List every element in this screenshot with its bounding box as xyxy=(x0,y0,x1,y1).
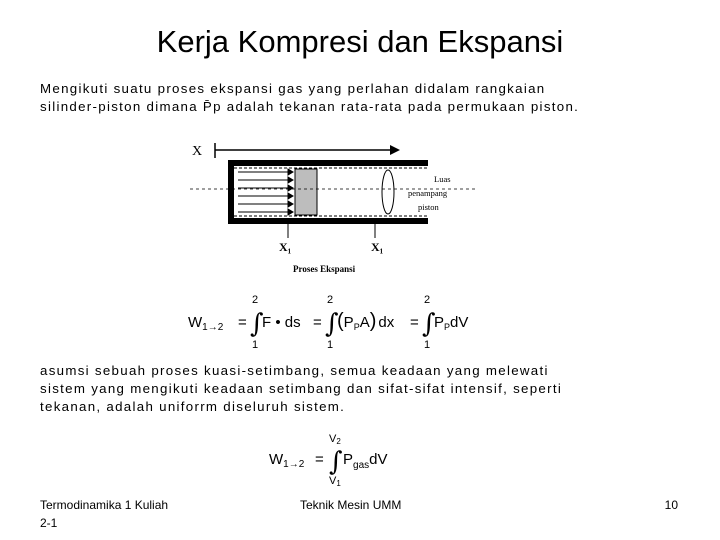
eq1-equals-3: = xyxy=(410,314,419,331)
eq2-equals: = xyxy=(315,451,324,468)
piston xyxy=(295,169,317,215)
cross-section-label-2: penampang xyxy=(408,188,448,198)
position-left-label: X₁ xyxy=(279,240,292,254)
footer-department: Teknik Mesin UMM xyxy=(300,498,402,512)
cylinder-piston-diagram xyxy=(180,138,490,278)
eq1-equals-2: = xyxy=(313,314,322,331)
integral-sign: ∫ xyxy=(325,309,339,339)
footer-course-line-1: Termodinamika 1 Kuliah xyxy=(40,498,169,512)
cylinder-head xyxy=(228,160,234,224)
eq2-integrand: $P_{gas}dV$ xyxy=(343,451,388,471)
cylinder-wall-top xyxy=(228,160,428,166)
position-right-label: X₁ xyxy=(371,240,384,254)
intro-line-1: Mengikuti suatu proses ekspansi gas yang perlahan didalam rangkaian xyxy=(40,81,546,96)
piston-cross-section xyxy=(382,170,394,214)
cylinder-wall-bottom xyxy=(228,218,428,224)
work-volume-integral-equation xyxy=(265,428,425,490)
assumption-line-3: tekanan, adalah uniforrm diseluruh sistem. xyxy=(40,399,346,414)
eq2-lower-limit: V1 xyxy=(329,475,341,488)
integral-sign: ∫ xyxy=(422,309,436,339)
footer-course-line-2: 2-1 xyxy=(40,516,58,530)
cross-section-label-1: Luas xyxy=(434,174,451,184)
eq1-equals-1: = xyxy=(238,314,247,331)
eq1-term-pressure-volume: $P_PdV$ xyxy=(434,314,469,332)
eq1-term-pressure-area: $(P_PA)$ dx xyxy=(337,310,395,332)
integral-sign: ∫ xyxy=(329,447,343,477)
eq2-lhs: $W_{1\to 2}$ xyxy=(269,451,305,470)
eq1-upper-limit-1: 2 xyxy=(252,294,259,306)
page-number: 10 xyxy=(664,498,678,512)
intro-paragraph xyxy=(40,80,680,116)
work-integral-equation xyxy=(180,290,500,352)
assumption-paragraph xyxy=(40,362,680,416)
assumption-line-2: sistem yang mengikuti keadaan setimbang dan sifat-sifat intensif, seperti xyxy=(40,381,563,396)
eq1-lower-limit-1: 1 xyxy=(252,339,259,351)
cross-section-label-3: piston xyxy=(418,202,439,212)
eq1-upper-limit-2: 2 xyxy=(327,294,334,306)
eq1-upper-limit-3: 2 xyxy=(424,294,431,306)
eq1-lower-limit-2: 1 xyxy=(327,339,334,351)
eq1-lhs: $W_{1\to 2}$ xyxy=(188,314,224,333)
assumption-line-1: asumsi sebuah proses kuasi-setimbang, semua keadaan yang melewati xyxy=(40,363,549,378)
gas-pressure-arrows xyxy=(238,169,293,215)
intro-line-2: silinder-piston dimana P̄p adalah tekanan rata-rata pada permukaan piston. xyxy=(40,99,580,114)
integral-sign: ∫ xyxy=(250,309,264,339)
x-axis-arrowhead xyxy=(390,145,400,155)
slide-title: Kerja Kompresi dan Ekspansi xyxy=(156,24,564,59)
eq1-term-force: F • ds xyxy=(262,314,301,331)
diagram-caption: Proses Ekspansi xyxy=(293,264,356,274)
x-axis-label: X xyxy=(192,144,203,159)
footer-course xyxy=(40,496,168,532)
eq2-upper-limit: V2 xyxy=(329,433,341,446)
eq1-lower-limit-3: 1 xyxy=(424,339,431,351)
